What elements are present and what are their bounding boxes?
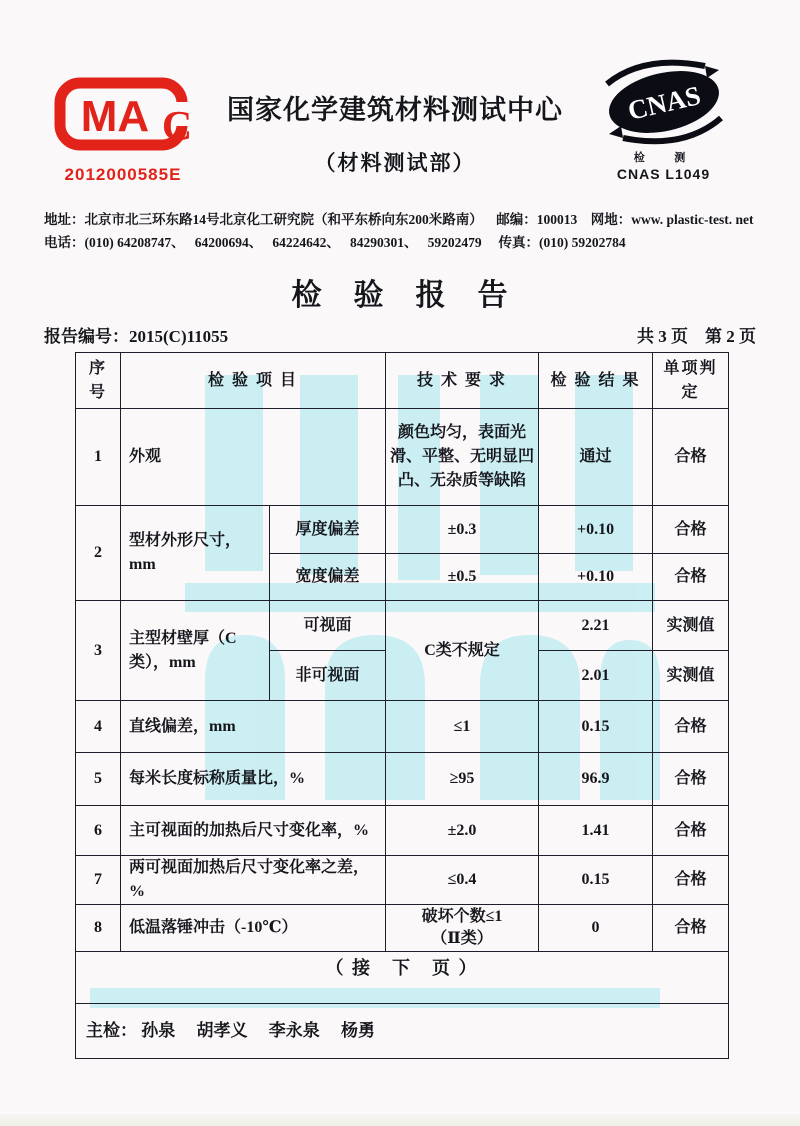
cma-logo-icon — [53, 70, 193, 158]
row3-sub2: 非可视面 — [270, 651, 386, 701]
row2-requirement2: ±0.5 — [386, 554, 539, 601]
row8-no: 8 — [76, 905, 121, 952]
cma-block — [48, 70, 198, 185]
row5-no: 5 — [76, 753, 121, 806]
contact-address-line: 地址：北京市北三环东路14号北京化工研究院（和平东桥向东200米路南） 邮编：100013 网地：www. plastic-test. net — [44, 212, 754, 227]
row4-result: 0.15 — [539, 701, 653, 753]
row4-requirement: ≤1 — [386, 701, 539, 753]
cnas-cert-number: CNAS L1049 — [616, 166, 711, 182]
row7-verdict: 合格 — [653, 856, 729, 905]
row5-verdict: 合格 — [653, 753, 729, 806]
cnas-logo-icon — [589, 58, 739, 146]
row8-item: 低温落锤冲击（-10℃） — [121, 905, 386, 952]
col-header-verdict: 单项判定 — [653, 353, 729, 409]
row3-result1: 2.21 — [539, 601, 653, 651]
table-row-8 — [76, 905, 729, 952]
row2-item: 型材外形尺寸，mm — [121, 506, 270, 601]
continue-note: （ 接 下 页 ） — [76, 952, 729, 1004]
cnas-block — [586, 58, 741, 182]
row3-sub1: 可视面 — [270, 601, 386, 651]
row6-verdict: 合格 — [653, 806, 729, 856]
row2-sub1: 厚度偏差 — [270, 506, 386, 554]
row8-requirement-line1: 破坏个数≤1 — [421, 908, 503, 925]
row1-verdict: 合格 — [653, 409, 729, 506]
col-header-seq: 序 号 — [76, 353, 121, 409]
col-header-requirement: 技 术 要 求 — [386, 353, 539, 409]
svg-text:CNAS: CNAS — [624, 80, 703, 126]
col-header-result: 检 验 结 果 — [539, 353, 653, 409]
row5-result: 96.9 — [539, 753, 653, 806]
report-number: 报告编号：2015(C)11055 — [44, 327, 229, 346]
cma-cert-number: 2012000585E — [64, 165, 182, 184]
row8-requirement — [386, 905, 539, 952]
row3-verdict1: 实测值 — [653, 601, 729, 651]
row2-sub2: 宽度偏差 — [270, 554, 386, 601]
row8-requirement-line2: （Ⅱ类） — [431, 930, 493, 947]
row7-requirement: ≤0.4 — [386, 856, 539, 905]
row7-result: 0.15 — [539, 856, 653, 905]
row6-requirement: ±2.0 — [386, 806, 539, 856]
cnas-jiance-label: 检 测 — [633, 152, 694, 164]
row2-result1: +0.10 — [539, 506, 653, 554]
row1-requirement: 颜色均匀，表面光滑、平整、无明显凹凸、无杂质等缺陷 — [386, 409, 539, 506]
table-row-4 — [76, 701, 729, 753]
row2-verdict1: 合格 — [653, 506, 729, 554]
row1-no: 1 — [76, 409, 121, 506]
inspection-table — [75, 352, 729, 1059]
row3-result2: 2.01 — [539, 651, 653, 701]
row6-no: 6 — [76, 806, 121, 856]
svg-text:C: C — [161, 104, 193, 150]
row6-result: 1.41 — [539, 806, 653, 856]
inspector-line: 主检： 孙泉 胡孝义 李永泉 杨勇 — [76, 1004, 729, 1059]
row8-result: 0 — [539, 905, 653, 952]
row8-verdict: 合格 — [653, 905, 729, 952]
table-row-1 — [76, 409, 729, 506]
row6-item: 主可视面的加热后尺寸变化率，% — [121, 806, 386, 856]
scan-bottom-edge — [0, 1114, 800, 1126]
org-name: 国家化学建筑材料测试中心 — [227, 95, 563, 125]
table-header-row — [76, 353, 729, 409]
continue-row — [76, 952, 729, 1004]
row5-requirement: ≥95 — [386, 753, 539, 806]
inspector-row — [76, 1004, 729, 1059]
org-dept: （材料测试部） — [314, 151, 476, 175]
report-title: 检 验 报 告 — [291, 279, 509, 312]
row4-item: 直线偏差，mm — [121, 701, 386, 753]
row7-no: 7 — [76, 856, 121, 905]
contact-phone-line: 电话：(010) 64208747、 64200694、 64224642、 84290301、 59202479 传真：(010) 59202784 — [44, 235, 626, 250]
row5-item: 每米长度标称质量比，% — [121, 753, 386, 806]
row7-item: 两可视面加热后尺寸变化率之差，% — [121, 856, 386, 905]
row2-requirement1: ±0.3 — [386, 506, 539, 554]
table-row-3a — [76, 601, 729, 651]
row1-result: 通过 — [539, 409, 653, 506]
table-row-2a — [76, 506, 729, 554]
svg-text:MA: MA — [80, 92, 150, 141]
row4-no: 4 — [76, 701, 121, 753]
col-header-item: 检 验 项 目 — [121, 353, 386, 409]
table-row-7 — [76, 856, 729, 905]
row3-verdict2: 实测值 — [653, 651, 729, 701]
row2-result2: +0.10 — [539, 554, 653, 601]
table-wrapper — [75, 352, 729, 1059]
org-block — [190, 88, 600, 177]
report-meta — [44, 322, 756, 347]
row2-verdict2: 合格 — [653, 554, 729, 601]
row3-requirement: C类不规定 — [386, 601, 539, 701]
table-row-6 — [76, 806, 729, 856]
row3-item: 主型材壁厚（C类），mm — [121, 601, 270, 701]
row4-verdict: 合格 — [653, 701, 729, 753]
page-indicator: 共 3 页 第 2 页 — [637, 327, 756, 346]
table-row-5 — [76, 753, 729, 806]
row2-no: 2 — [76, 506, 121, 601]
row3-no: 3 — [76, 601, 121, 701]
row1-item: 外观 — [121, 409, 386, 506]
contact-info — [44, 208, 760, 254]
